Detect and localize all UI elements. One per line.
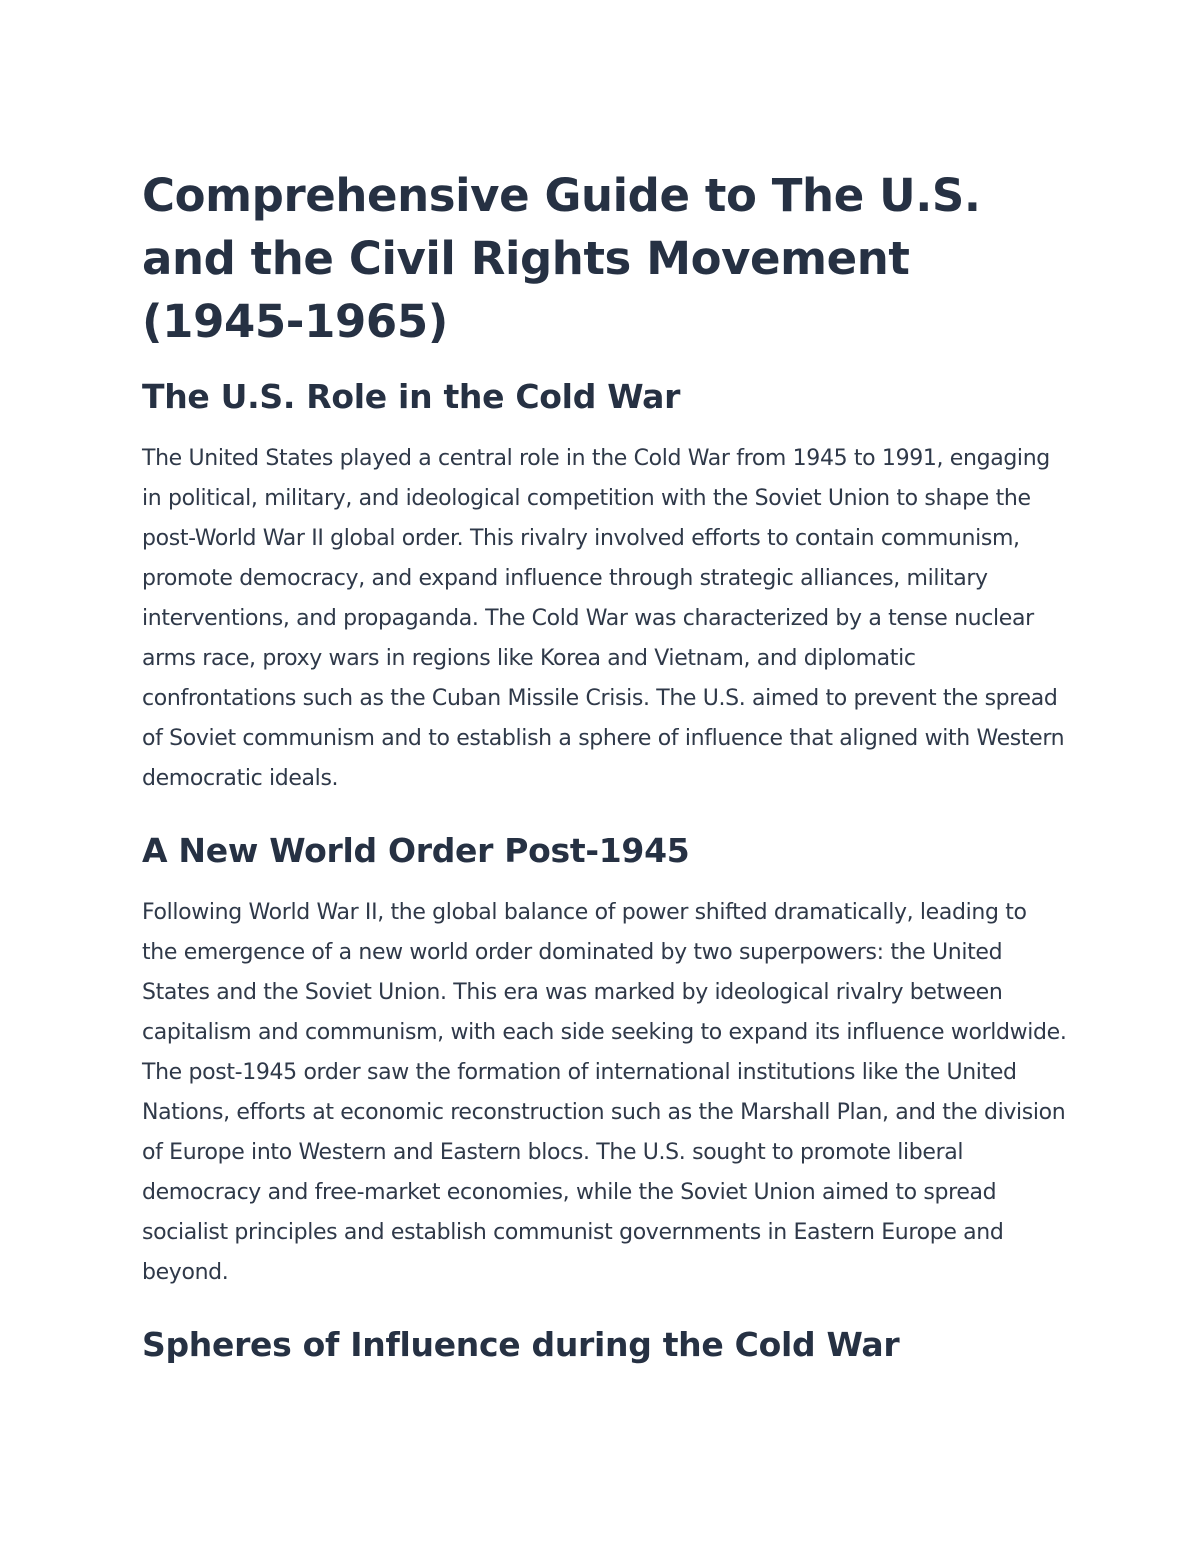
section-new-world-order	[142, 829, 1067, 1293]
document-page	[142, 164, 1067, 1367]
section-heading: A New World Order Post-1945	[142, 831, 690, 870]
section-paragraph: The United States played a central role in the Cold War from 1945 to 1991, engaging in political, military, and ideological competition with the Soviet Union to shape the post-World War II global order. This rivalry involved efforts to contain communism, promote democracy, and expand influence through strategic alliances, military interventions, and propaganda. The Cold War was characterized by a tense nuclear arms race, proxy wars in regions like Korea and Vietnam, and diplomatic confrontations such as the Cuban Missile Crisis. The U.S. aimed to prevent the spread of Soviet communism and to establish a sphere of influence that aligned with Western democratic ideals.	[142, 446, 1065, 791]
section-heading: Spheres of Influence during the Cold War	[142, 1325, 900, 1364]
section-spheres-of-influence	[142, 1323, 1067, 1367]
document-title: Comprehensive Guide to The U.S. and the Civil Rights Movement (1945-1965)	[142, 169, 981, 348]
section-heading: The U.S. Role in the Cold War	[142, 377, 681, 416]
section-paragraph: Following World War II, the global balance of power shifted dramatically, leading to the emergence of a new world order dominated by two superpowers: the United States and the Soviet Union. This era was marked by ideological rivalry between capitalism and communism, with each side seeking to expand its influence worldwide. The post-1945 order saw the formation of international institutions like the United Nations, efforts at economic reconstruction such as the Marshall Plan, and the division of Europe into Western and Eastern blocs. The U.S. sought to promote liberal democracy and free-market economies, while the Soviet Union aimed to spread socialist principles and establish communist governments in Eastern Europe and beyond.	[142, 900, 1067, 1285]
section-us-role-cold-war	[142, 375, 1067, 799]
